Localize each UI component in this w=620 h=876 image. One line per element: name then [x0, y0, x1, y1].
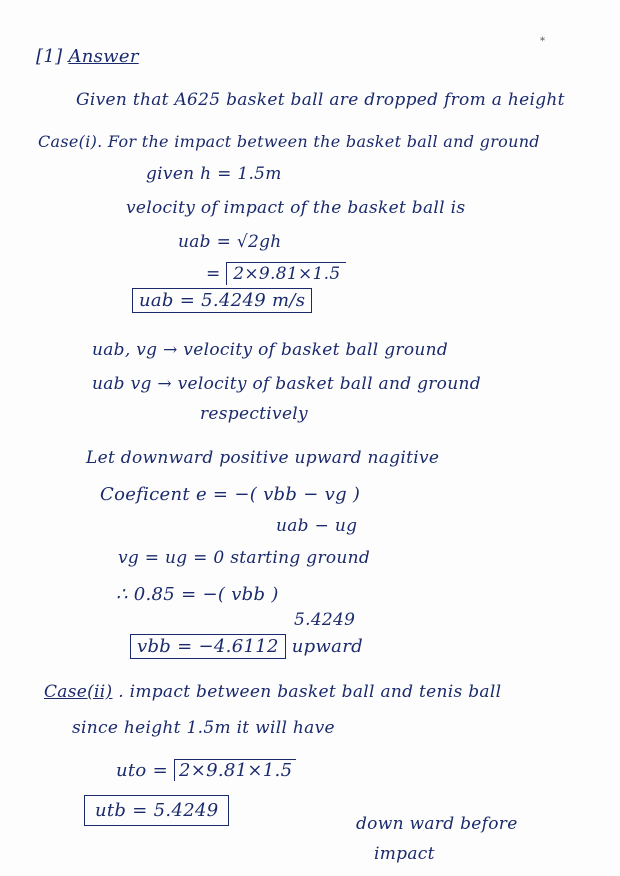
line-uab-vg-2: uab vg → velocity of basket ball and ground	[92, 374, 481, 394]
corner-mark: *	[540, 36, 545, 47]
substitution-prefix: =	[206, 264, 227, 284]
line-formula: uab = √2gh	[178, 232, 282, 252]
line-uab-vg: uab, vg → velocity of basket ball ground	[92, 340, 449, 360]
vbb-direction: upward	[291, 636, 363, 657]
answer-heading	[36, 46, 139, 67]
uab-result-box: uab = 5.4249 m/s	[132, 288, 312, 313]
vbb-result-box: vbb = −4.6112	[130, 634, 286, 659]
utb-result-box: utb = 5.4249	[84, 795, 229, 826]
line-085: ∴ 0.85 = −( vbb )	[116, 584, 279, 605]
uto-value: 2×9.81×1.5	[174, 759, 296, 781]
line-velocity-impact: velocity of impact of the basket ball is	[126, 198, 466, 218]
uto-prefix: uto =	[116, 760, 174, 781]
result-vbb	[130, 636, 363, 657]
line-impact: impact	[374, 844, 435, 864]
line-085-denominator: 5.4249	[294, 610, 356, 630]
line-uto	[116, 760, 296, 781]
line-substitution	[206, 264, 346, 284]
line-given: Given that A625 basket ball are dropped from a height	[76, 90, 565, 110]
case2-heading	[44, 682, 501, 702]
line-respectively: respectively	[200, 404, 308, 424]
answer-title: Answer	[68, 46, 139, 67]
substitution-value: 2×9.81×1.5	[226, 262, 346, 285]
line-coefficient: Coeficent e = −( vbb − vg )	[100, 484, 361, 505]
result-utb	[84, 800, 229, 821]
line-coefficient-denominator: uab − ug	[276, 516, 358, 536]
case1-heading: Case(i). For the impact between the basket ball and ground	[38, 132, 540, 151]
case2-text: . impact between basket ball and tenis ball	[118, 682, 502, 702]
line-sign-convention: Let downward positive upward nagitive	[86, 448, 440, 468]
case2-label: Case(ii)	[44, 682, 113, 702]
line-downward: down ward before	[356, 814, 518, 834]
line-height: given h = 1.5m	[146, 164, 282, 184]
line-since-height: since height 1.5m it will have	[72, 718, 335, 738]
line-vg-ug: vg = ug = 0 starting ground	[118, 548, 371, 568]
result-uab	[132, 290, 312, 311]
question-number: [1]	[36, 46, 63, 67]
